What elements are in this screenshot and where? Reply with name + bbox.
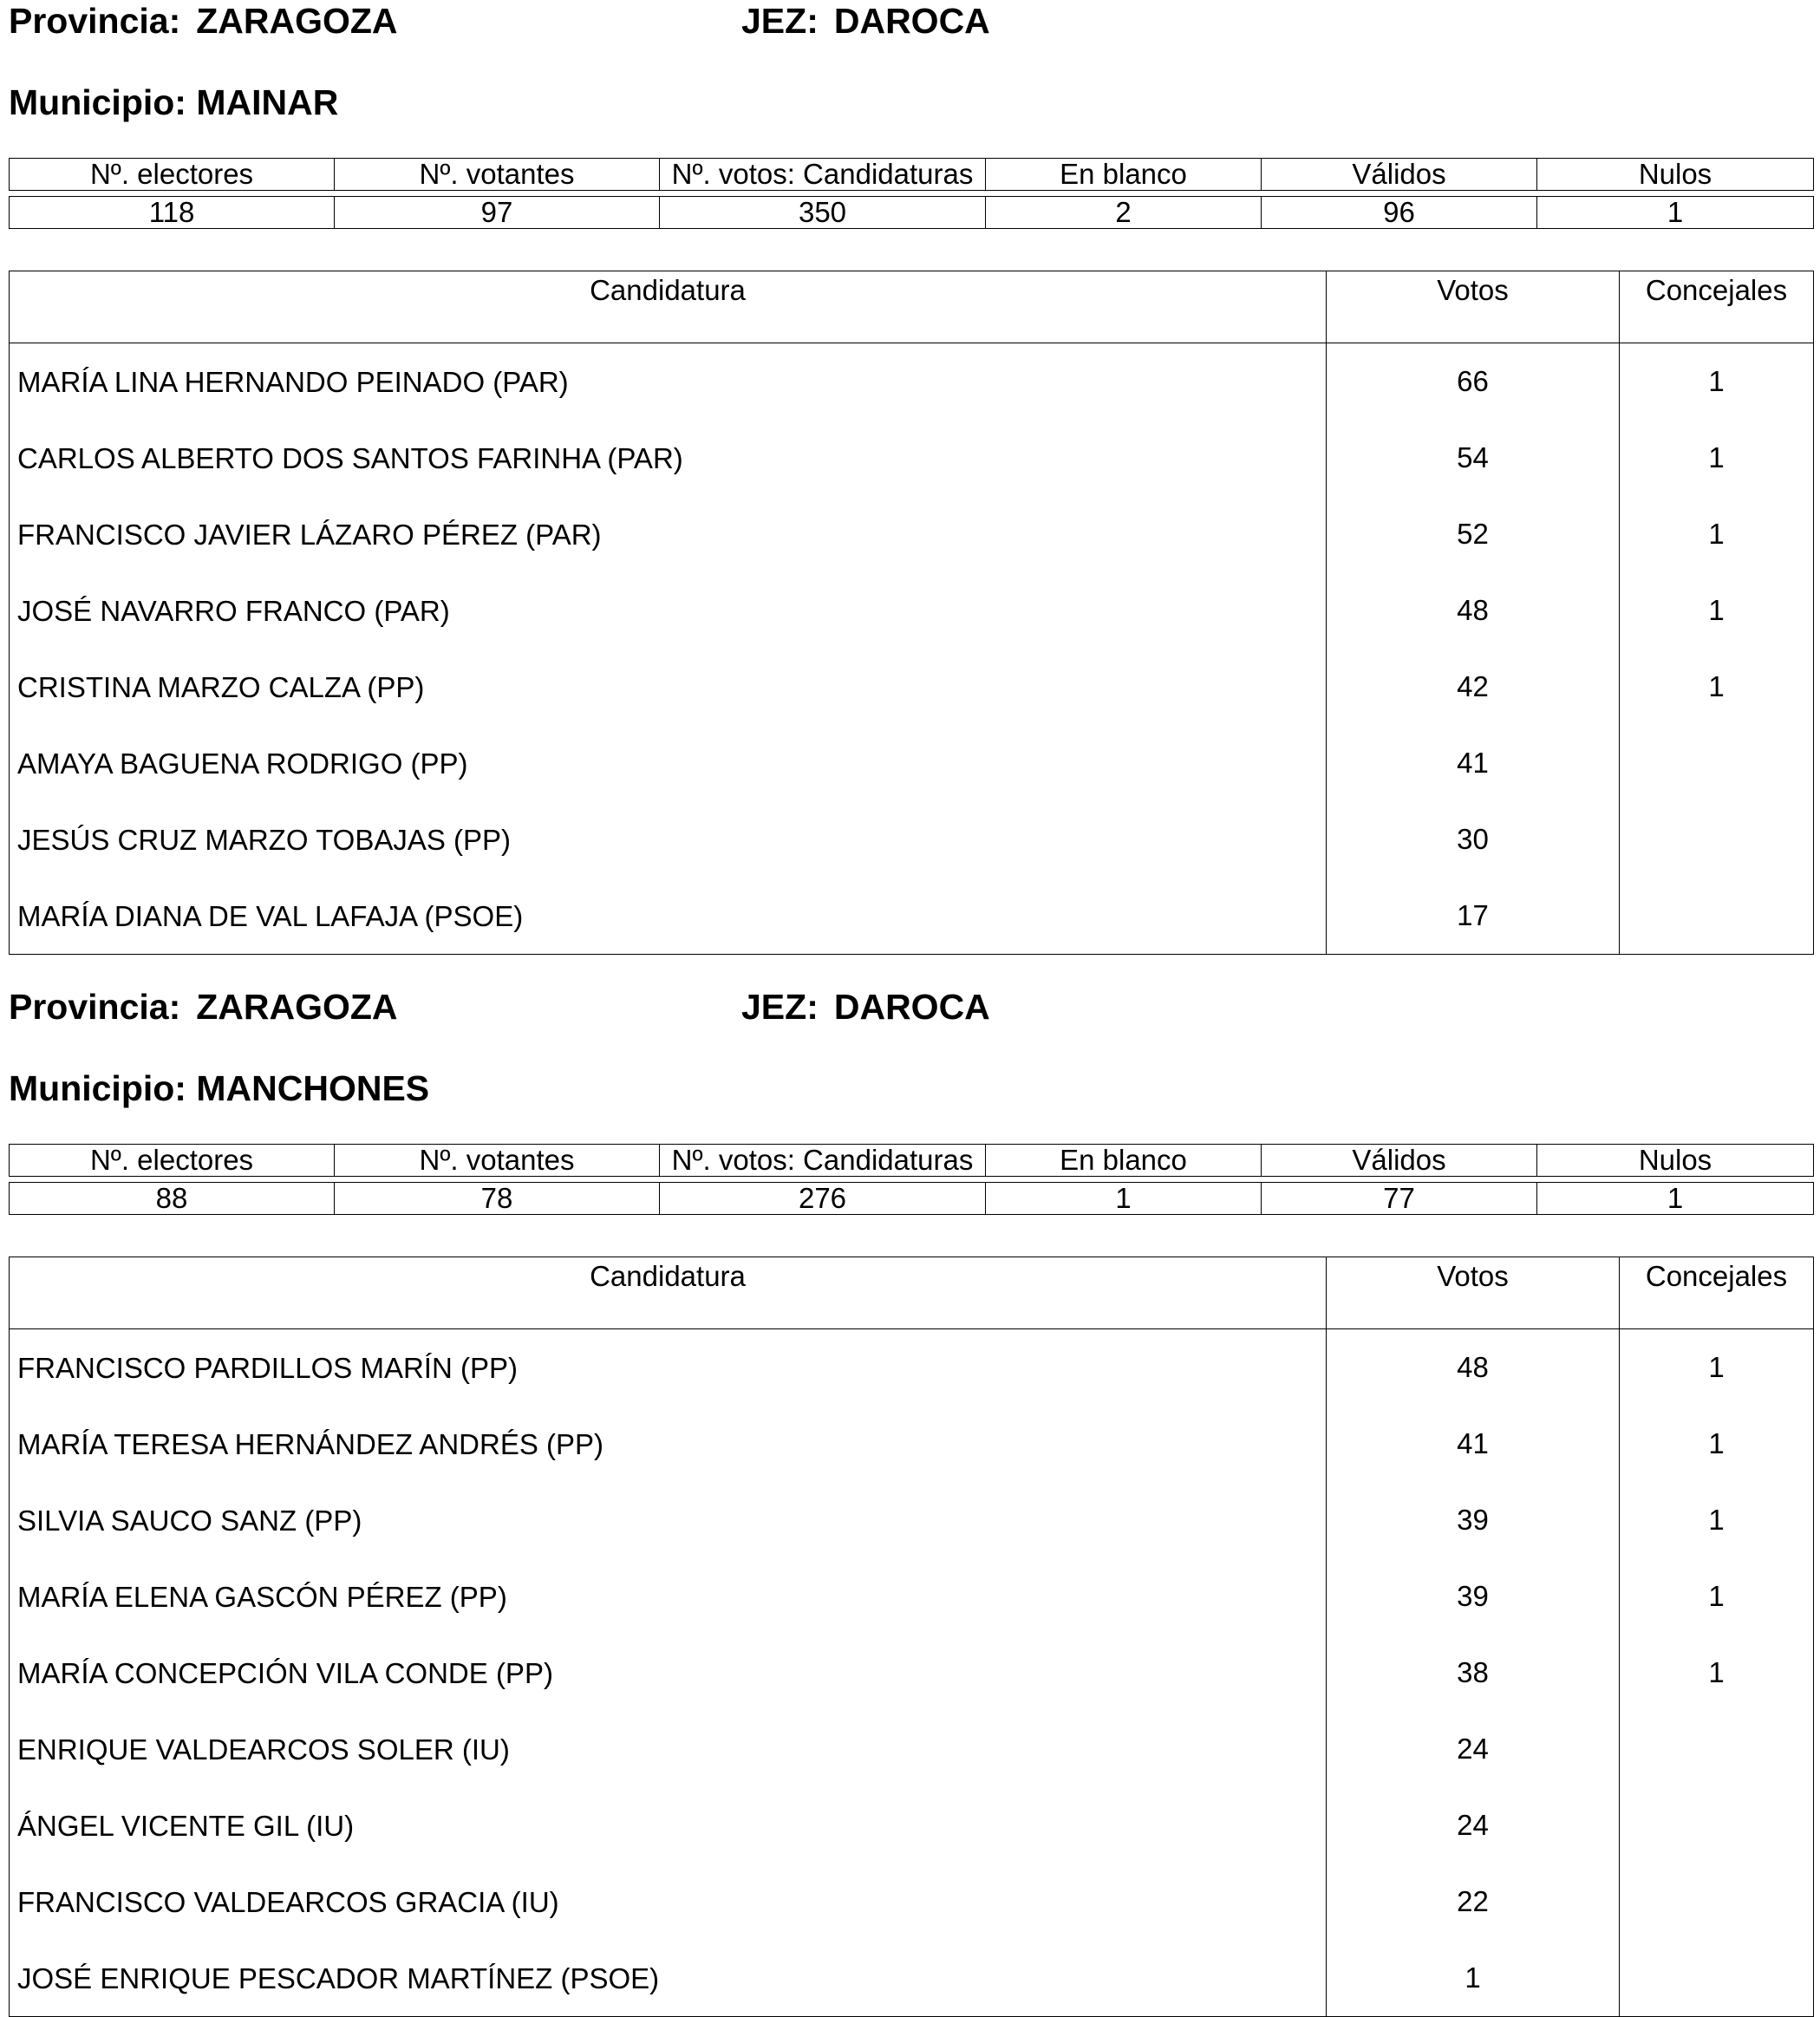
validos-header: Válidos: [1262, 1145, 1537, 1177]
candidate-votes: 24: [1327, 1787, 1620, 1864]
candidate-concejales: [1620, 725, 1814, 801]
candidate-votes: 30: [1327, 801, 1620, 878]
municipio-label: Municipio:: [9, 82, 186, 122]
candidate-concejales: 1: [1620, 1329, 1814, 1407]
candidate-name: MARÍA DIANA DE VAL LAFAJA (PSOE): [17, 900, 524, 932]
en-blanco-header: En blanco: [986, 159, 1262, 191]
candidate-name: JOSÉ ENRIQUE PESCADOR MARTÍNEZ (PSOE): [17, 1962, 660, 1994]
candidate-row: [10, 1406, 1814, 1482]
provincia-heading: [9, 986, 398, 1028]
candidate-row: [10, 343, 1814, 421]
candidate-votes: 1: [1327, 1940, 1620, 2017]
candidate-votes: 54: [1327, 420, 1620, 496]
candidate-name: JOSÉ NAVARRO FRANCO (PAR): [17, 595, 450, 627]
candidate-row: [10, 1940, 1814, 2017]
en-blanco-header: En blanco: [986, 1145, 1262, 1177]
municipio-value: MAINAR: [196, 82, 339, 122]
electores-header: Nº. electores: [10, 1145, 335, 1177]
candidate-votes: 24: [1327, 1711, 1620, 1787]
nulos-header: Nulos: [1537, 159, 1814, 191]
nulos-value: 1: [1537, 1183, 1814, 1215]
candidate-name: ÁNGEL VICENTE GIL (IU): [17, 1810, 355, 1842]
votantes-value: 97: [335, 197, 660, 229]
electores-value: 88: [10, 1183, 335, 1215]
votantes-value: 78: [335, 1183, 660, 1215]
candidate-concejales: [1620, 1711, 1814, 1787]
jez-heading: [741, 986, 990, 1028]
candidates-header-row: [10, 1257, 1814, 1329]
votos-candidaturas-header: Nº. votos: Candidaturas: [660, 159, 986, 191]
nulos-value: 1: [1537, 197, 1814, 229]
candidate-concejales: 1: [1620, 572, 1814, 649]
candidate-name: ENRIQUE VALDEARCOS SOLER (IU): [17, 1733, 510, 1766]
candidate-concejales: 1: [1620, 649, 1814, 725]
electores-header: Nº. electores: [10, 159, 335, 191]
candidate-row: [10, 801, 1814, 878]
candidate-row: [10, 1329, 1814, 1407]
summary-value-row: [10, 197, 1814, 229]
candidate-concejales: 1: [1620, 1406, 1814, 1482]
candidate-concejales: [1620, 801, 1814, 878]
candidate-name: MARÍA CONCEPCIÓN VILA CONDE (PP): [17, 1657, 553, 1689]
candidate-name: AMAYA BAGUENA RODRIGO (PP): [17, 747, 468, 780]
en-blanco-value: 1: [986, 1183, 1262, 1215]
candidate-votes: 42: [1327, 649, 1620, 725]
candidate-votes: 48: [1327, 572, 1620, 649]
candidate-votes: 66: [1327, 343, 1620, 421]
candidate-votes: 52: [1327, 496, 1620, 572]
candidate-row: [10, 649, 1814, 725]
jez-label: JEZ:: [741, 987, 819, 1027]
candidate-votes: 41: [1327, 725, 1620, 801]
municipio-value: MANCHONES: [196, 1068, 430, 1108]
candidate-votes: 38: [1327, 1635, 1620, 1711]
candidate-votes: 48: [1327, 1329, 1620, 1407]
summary-header-row: [10, 1145, 1814, 1177]
candidate-name: SILVIA SAUCO SANZ (PP): [17, 1505, 362, 1537]
summary-table: [9, 158, 1814, 229]
en-blanco-value: 2: [986, 197, 1262, 229]
candidate-concejales: 1: [1620, 1482, 1814, 1558]
municipio-heading: [9, 82, 338, 123]
candidate-name: MARÍA ELENA GASCÓN PÉREZ (PP): [17, 1581, 507, 1613]
candidate-name: FRANCISCO PARDILLOS MARÍN (PP): [17, 1352, 518, 1384]
candidate-concejales: [1620, 1787, 1814, 1864]
candidatura-header: Candidatura: [10, 1257, 1327, 1329]
candidate-concejales: [1620, 1864, 1814, 1940]
jez-label: JEZ:: [741, 1, 819, 41]
candidate-concejales: [1620, 878, 1814, 955]
concejales-header: Concejales: [1620, 271, 1814, 343]
candidates-table: [9, 271, 1814, 955]
candidate-row: [10, 1482, 1814, 1558]
municipio-heading: [9, 1067, 429, 1109]
jez-heading: [741, 0, 990, 42]
candidate-row: [10, 878, 1814, 955]
candidates-header-row: [10, 271, 1814, 343]
candidate-concejales: 1: [1620, 343, 1814, 421]
candidate-name: CARLOS ALBERTO DOS SANTOS FARINHA (PAR): [17, 442, 683, 474]
candidate-concejales: 1: [1620, 1558, 1814, 1635]
provincia-value: ZARAGOZA: [196, 987, 398, 1027]
jez-value: DAROCA: [833, 987, 990, 1027]
summary-header-row: [10, 159, 1814, 191]
candidates-table: [9, 1257, 1814, 2017]
candidate-votes: 41: [1327, 1406, 1620, 1482]
validos-header: Válidos: [1262, 159, 1537, 191]
nulos-header: Nulos: [1537, 1145, 1814, 1177]
votantes-header: Nº. votantes: [335, 159, 660, 191]
validos-value: 96: [1262, 197, 1537, 229]
municipio-label: Municipio:: [9, 1068, 186, 1108]
electores-value: 118: [10, 197, 335, 229]
candidate-row: [10, 496, 1814, 572]
candidate-concejales: 1: [1620, 420, 1814, 496]
provincia-value: ZARAGOZA: [196, 1, 398, 41]
votantes-header: Nº. votantes: [335, 1145, 660, 1177]
candidate-row: [10, 572, 1814, 649]
provincia-label: Provincia:: [9, 1, 181, 41]
candidate-row: [10, 1864, 1814, 1940]
concejales-header: Concejales: [1620, 1257, 1814, 1329]
jez-value: DAROCA: [833, 1, 990, 41]
candidate-votes: 39: [1327, 1482, 1620, 1558]
candidatura-header: Candidatura: [10, 271, 1327, 343]
candidate-name: JESÚS CRUZ MARZO TOBAJAS (PP): [17, 824, 512, 856]
votos-candidaturas-header: Nº. votos: Candidaturas: [660, 1145, 986, 1177]
candidate-name: FRANCISCO VALDEARCOS GRACIA (IU): [17, 1886, 559, 1918]
votos-header: Votos: [1327, 271, 1620, 343]
candidate-row: [10, 725, 1814, 801]
provincia-heading: [9, 0, 398, 42]
votos-candidaturas-value: 276: [660, 1183, 986, 1215]
provincia-label: Provincia:: [9, 987, 181, 1027]
candidate-row: [10, 1787, 1814, 1864]
candidate-name: MARÍA LINA HERNANDO PEINADO (PAR): [17, 366, 569, 398]
candidate-votes: 22: [1327, 1864, 1620, 1940]
votos-header: Votos: [1327, 1257, 1620, 1329]
candidate-row: [10, 1711, 1814, 1787]
candidate-name: FRANCISCO JAVIER LÁZARO PÉREZ (PAR): [17, 519, 602, 551]
summary-table: [9, 1144, 1814, 1215]
votos-candidaturas-value: 350: [660, 197, 986, 229]
candidate-votes: 17: [1327, 878, 1620, 955]
candidate-concejales: 1: [1620, 1635, 1814, 1711]
candidate-name: MARÍA TERESA HERNÁNDEZ ANDRÉS (PP): [17, 1428, 604, 1460]
candidate-votes: 39: [1327, 1558, 1620, 1635]
validos-value: 77: [1262, 1183, 1537, 1215]
summary-value-row: [10, 1183, 1814, 1215]
candidate-row: [10, 1558, 1814, 1635]
candidate-concejales: 1: [1620, 496, 1814, 572]
candidate-name: CRISTINA MARZO CALZA (PP): [17, 671, 425, 703]
candidate-row: [10, 1635, 1814, 1711]
candidate-concejales: [1620, 1940, 1814, 2017]
candidate-row: [10, 420, 1814, 496]
